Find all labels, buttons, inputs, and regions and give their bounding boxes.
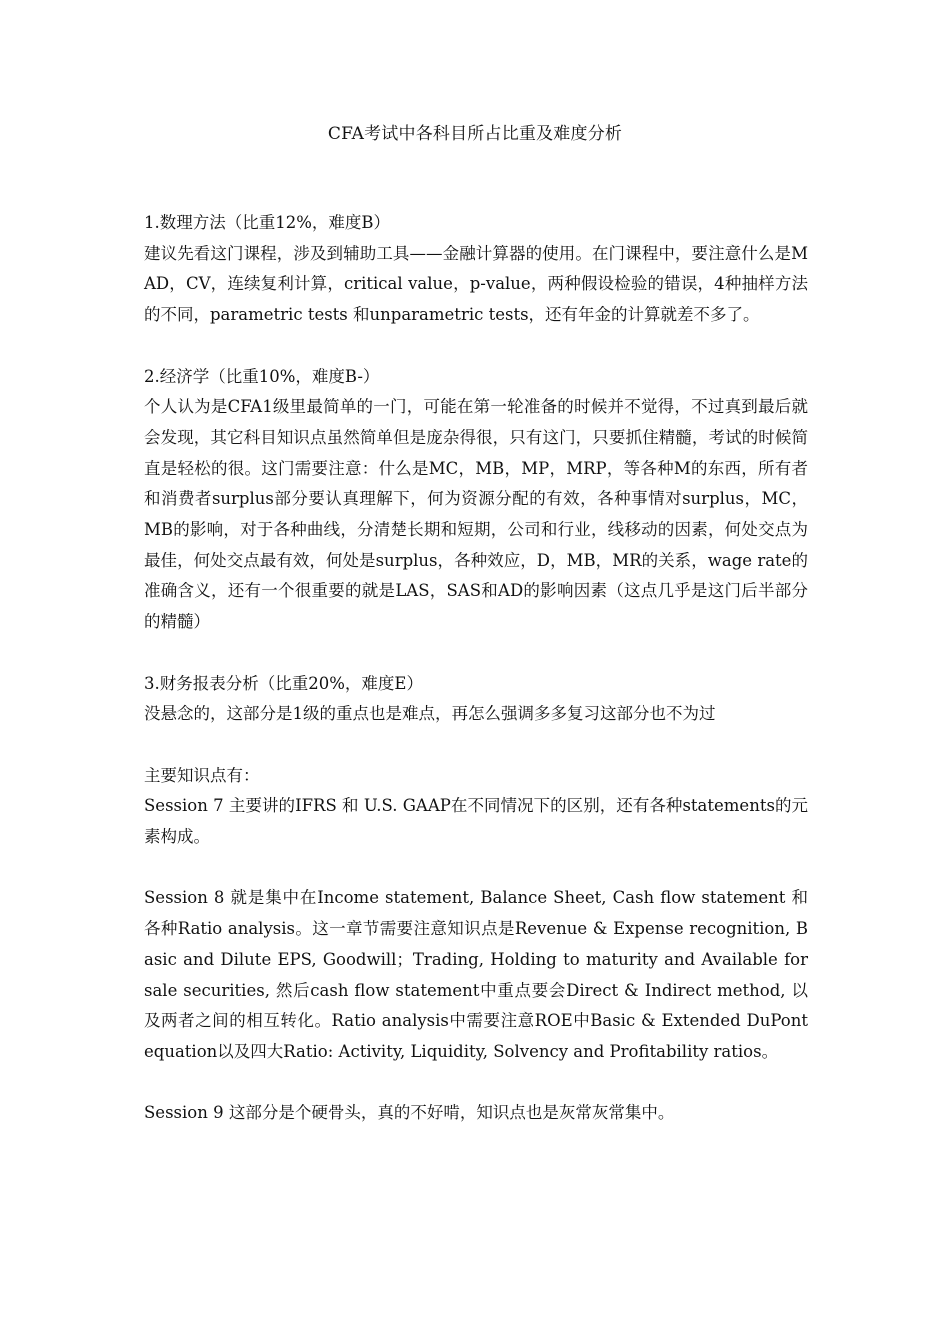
paragraph-fsa-intro: 没悬念的，这部分是1级的重点也是难点，再怎么强调多多复习这部分也不为过 (144, 704, 716, 724)
section-heading-fsa: 3.财务报表分析（比重20%，难度E） (144, 673, 423, 693)
paragraph-quant: 建议先看这门课程，涉及到辅助工具——金融计算器的使用。在门课程中，要注意什么是MAD，CV，连续复利计算，critical value，p-value，两种假设检验的错误，4种抽样方法的不同，parametric tests 和unparametric tests，还有年金的计算就差不多了。 (144, 243, 808, 325)
paragraph-gap (144, 853, 808, 884)
document-body (144, 208, 808, 1129)
section-heading-quant: 1.数理方法（比重12%，难度B） (144, 213, 391, 232)
paragraph-session-9: Session 9 这部分是个硬骨头，真的不好啃，知识点也是灰常灰常集中。 (144, 1103, 675, 1123)
paragraph-economics: 个人认为是CFA1级里最简单的一门，可能在第一轮准备的时候并不觉得，不过真到最后就会发现，其它科目知识点虽然简单但是庞杂得很，只有这门，只要抓住精髓，考试的时候简直是轻松的很。这门需要注意：什么是MC，MB，MP，MRP，等各种M的东西，所有者和消费者surplus部分要认真理解下，何为资源分配的有效，各种事情对surplus，MC，MB的影响，对于各种曲线，分清楚长期和短期，公司和行业，线移动的因素，何处交点为最佳，何处交点最有效，何处是surplus，各种效应，D，MB，MR的关系，wage rate的准确含义，还有一个很重要的就是LAS，SAS和AD的影响因素（这点几乎是这门后半部分的精髓） (144, 397, 808, 632)
section-heading-economics: 2.经济学（比重10%，难度B-） (144, 366, 380, 386)
document-title: CFA考试中各科目所占比重及难度分析 (327, 124, 623, 144)
paragraph-session-8: Session 8 就是集中在Income statement, Balance Sheet, Cash flow statement 和 各种Ratio analysis。这一章节需要注意知识点是Revenue & Expense recognition, Basic and Dilute EPS, Goodwill；Trading, Holding to maturity and Available for sale securities, 然后cash flow statement中重点要会Direct & Indirect method, 以及两者之间的相互转化。Ratio analysis中需要注意ROE中Basic & Extended DuPont equation以及四大Ratio: Activity, Liquidity, Solvency and Profitability ratios。 (144, 888, 808, 1061)
paragraph-gap (144, 331, 808, 362)
paragraph-gap (144, 638, 808, 669)
paragraph-gap (144, 1068, 808, 1099)
paragraph-key-points-label: 主要知识点有： (144, 765, 260, 785)
paragraph-gap (144, 730, 808, 761)
paragraph-session-7: Session 7 主要讲的IFRS 和 U.S. GAAP在不同情况下的区别，还有各种statements的元素构成。 (144, 796, 808, 847)
